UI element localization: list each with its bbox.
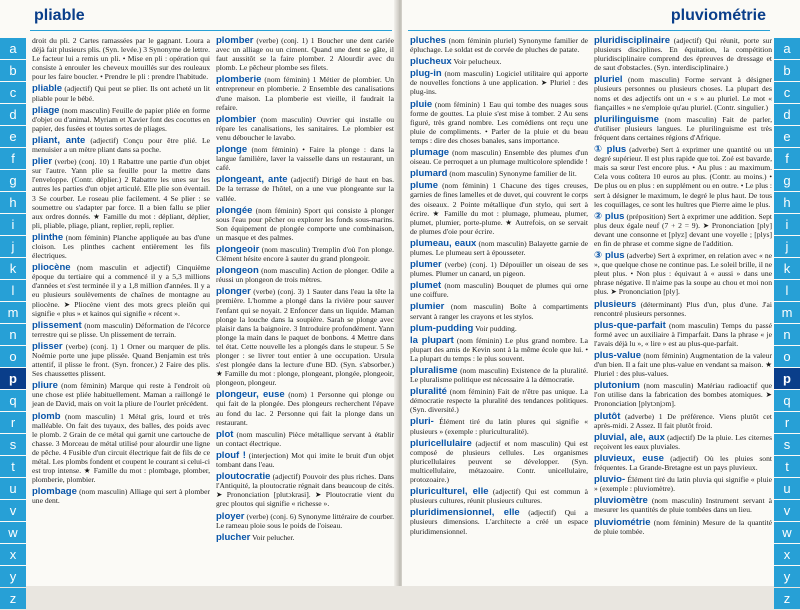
dictionary-entry [32,233,210,260]
tab-letter-b[interactable]: b [774,60,800,81]
dictionary-entry [410,100,588,145]
entry-definition: (nom masculin) Instrument servant à mesurer les quantités de pluie tombées dans un lieu. [594,496,772,515]
entry-definition: (nom féminin) • Faire la plonge : dans la langue familière, laver la vaisselle dans un restaurant, un café. [216,145,394,173]
dictionary-entry [216,472,394,508]
entry-definition: (adjectif) Qui réunit, porte sur plusieurs disciplines. En équitation, la compétition pluridisciplinaire comprend des épreuves de dressage et de saut d'obstacles. (Syn. interdisciplinaire.) [594,36,772,73]
dictionary-entry [32,381,210,408]
entry-headword: plurilinguisme [594,113,659,125]
tab-letter-t[interactable]: t [0,456,26,477]
entry-headword: plusieurs [594,298,637,310]
entry-headword: pluvio- [594,474,626,486]
entry-definition: (nom masculin) Balayette garnie de plumes. Le plumeau sert à épousseter. [410,238,588,257]
dictionary-entry [594,145,772,209]
entry-headword: plombier [216,113,257,125]
entry-definition: (nom féminin) Marque qui reste à l'endroit où une chose est pliée habituellement. Maman a raillongé le jean de David, mais on voit la pliure de l'ourlet précédent. [32,381,210,409]
entry-definition: (déterminant) Plus d'un, plus d'une. J'ai rencontré plusieurs personnes. [594,299,772,318]
entry-headword: plonge [216,144,248,156]
tab-letter-p[interactable]: p [774,368,800,389]
entry-headword: plongée [216,204,253,216]
dictionary-entry [216,430,394,448]
entry-definition: (nom masculin) Fait de parler, d'utiliser plusieurs langues. Le plurilinguisme est très fréquent dans certaines régions d'Afrique. [594,114,772,142]
dictionary-entry [410,439,588,484]
entry-definition: (nom masculin) Tremplin d'où l'on plonge. Clément hésite encore à sauter du grand plongeoir. [216,244,394,264]
dictionary-entry [594,518,772,536]
entry-headword: plomber [216,35,254,46]
entry-headword: plongeur, euse [216,389,285,401]
entry-headword: plongeon [216,265,259,277]
dictionary-entry [410,324,588,333]
entry-definition: (adjectif) Qui est commun à plusieurs cultures, réunit plusieurs cultures. [410,487,588,506]
tab-letter-e[interactable]: e [0,126,26,147]
dictionary-entry [32,321,210,339]
dictionary-entry [216,115,394,142]
tab-letter-e[interactable]: e [774,126,800,147]
dictionary-entry [410,281,588,299]
entry-headword: plucher [216,531,251,543]
tab-letter-l[interactable]: l [0,280,26,301]
entry-definition: Voir pelucheux. [453,57,502,67]
tab-letter-z[interactable]: z [0,588,26,609]
tab-letter-o[interactable]: o [774,346,800,367]
tab-letter-g[interactable]: g [0,170,26,191]
tab-letter-c[interactable]: c [0,82,26,103]
dictionary-entry [410,487,588,505]
tab-letter-o[interactable]: o [0,346,26,367]
entry-definition: (adjectif) Qui a plusieurs dimensions. L'architecte a créé un espace pluridimensionnel. [410,508,588,536]
entry-definition: (adjectif) De la pluie. Les citernes reçoivent les eaux pluviales. [594,432,772,451]
dictionary-entry [216,533,394,542]
entry-headword: pliocène [32,262,71,274]
entry-headword: plucheux [410,56,452,68]
entry-definition: (nom masculin) Déformation de l'écorce terrestre qui se plisse. Un plissement de terrain. [32,320,210,339]
entry-headword: ① plus [594,144,627,156]
dictionary-entry [32,412,210,485]
entry-headword: plot [216,428,234,440]
tab-letter-v[interactable]: v [774,500,800,521]
entry-headword: pliant, ante [32,134,86,146]
entry-headword: ② plus [594,210,625,222]
dictionary-entry [410,36,588,54]
entry-headword: ploutocratie [216,471,271,483]
entry-definition: (nom masculin) Bouquet de plumes qui orne une coiffure. [410,281,588,300]
tab-letter-n[interactable]: n [0,324,26,345]
tab-letter-r[interactable]: r [0,412,26,433]
entry-headword: ③ plus [594,250,625,262]
dictionary-entry [594,75,772,111]
dictionary-entry [410,148,588,166]
dictionary-entry [216,175,394,202]
dictionary-entry [216,145,394,172]
entry-headword: la plupart [410,334,454,346]
entry-headword: plongeoir [216,243,260,255]
entry-definition: (nom masculin) Forme servant à désigner plusieurs personnes ou plusieurs choses. La plupart des noms et des adjectifs ont un « s » au pluriel. Le mot « fiançailles » ne s'emploie qu'au pluriel. (Contr. singulier.) [594,75,772,112]
entry-headword: plumard [410,168,448,180]
tab-letter-a[interactable]: a [0,38,26,59]
tab-letter-i[interactable]: i [774,214,800,235]
entry-definition: (nom féminin) Sport qui consiste à plonger sous l'eau pour pêcher ou explorer les fonds sous-marins. Son équipement de plongée comporte une combinaison, un masque et des palmes. [216,205,394,242]
entry-definition: (adjectif) Pouvoir des plus riches. Dans l'Antiquité, la ploutocratie régnait dans beaucoup de cités. ➤ Prononciation [plutɔkrasi]. ➤ Ploutocratie vient du grec ploutos qui signifie « richesse ». [216,472,394,509]
tab-letter-v[interactable]: v [0,500,26,521]
left-column-2 [216,36,394,582]
dictionary-entry [410,387,588,414]
entry-headword: plum-pudding [410,322,474,334]
entry-headword: plinthe [32,231,64,243]
entry-definition: (nom masculin) Logiciel utilitaire qui apporte de nouvelles fonctions à une application. ➤ Pluriel : des plug-ins. [410,69,588,97]
dictionary-entry [410,302,588,320]
entry-definition: (nom féminin) Augmentation de la valeur d'un bien. Il a fait une plus-value en vendant sa maison. ★ Pluriel : des plus-values. [594,351,772,379]
right-running-head: pluviométrie [670,7,766,24]
dictionary-entry [410,417,588,435]
tab-letter-u[interactable]: u [0,478,26,499]
tab-letter-j[interactable]: j [0,236,26,257]
entry-definition: (nom masculin) Alliage qui sert à plomber une dent. [32,487,210,506]
entry-definition: Voir pudding. [475,323,517,333]
entry-headword: pliage [32,104,60,116]
entry-definition: (nom) 1 Personne qui plonge ou qui fait de la plongée. Des plongeurs recherchent l'épave au fond du lac. 2 Personne qui fait la plonge dans un restaurant. [216,390,394,427]
entry-headword: plier [32,156,53,168]
entry-headword: plouf ! [216,449,246,461]
dictionary-entry [594,412,772,430]
entry-headword: plumeau, eaux [410,237,477,249]
dictionary-entry [216,75,394,111]
tab-letter-h[interactable]: h [0,192,26,213]
tab-letter-l[interactable]: l [774,280,800,301]
entry-definition: (verbe) (conj. 1) 1 Boucher une dent cariée avec un alliage ou un ciment. Quand une dent se gâte, il faut aussitôt se la faire plomber. 2 Alourdir avec du plomb. Le pêcheur plombe ses filets. [216,36,394,73]
tab-letter-d[interactable]: d [0,104,26,125]
dictionary-entry [410,57,588,66]
entry-headword: pluriculturel, elle [410,486,489,498]
entry-headword: plumet [410,280,442,292]
dictionary-entry [594,433,772,451]
tab-letter-t[interactable]: t [774,456,800,477]
entry-definition: (verbe) (conj. 3) 1 Sauter dans l'eau la tête la première. L'homme a plongé dans la rivière pour sauver l'enfant qui se noyait. 2 Enfoncer dans un liquide. Maman plonge la louche dans la soupière. Sarah se plonge avec plaisir dans la baignoire. 3 Introduire profondément. Yann plonge la main dans le paquet de bonbons. 4 Mettre dans tel état. Cette nouvelle les a plongés dans le stupeur. 5 Se plonger : se livrer tout entier à une occupation. Ursula s'est plongée dans la lecture d'une BD. (Syn. s'absorber.) ★ Famille du mot : plonge, plongeant, plongée, plongeoir, plongeon, plongeur. [216,287,394,388]
entry-definition: (nom masculin) Action de plonger. Odile a réussi un plongeon de trois mètres. [216,266,394,285]
entry-definition: (nom masculin) Ensemble des plumes d'un oiseau. Ce perroquet a un plumage multicolore splendide ! [410,148,588,167]
dictionary-entry [594,475,772,493]
dictionary-entry [32,342,210,378]
entry-definition: (nom féminin) Fait de n'être pas unique. La démocratie respecte la pluralité des tendances politiques. (Syn. diversité.) [410,387,588,415]
entry-headword: pluricellulaire [410,437,472,449]
entry-definition: (adverbe) Sert à exprimer, en relation avec « ne », que quelque chose ne continue pas. Le soleil brille, il ne pleut plus. • Non plus : équivaut à « aussi » dans une phrase négative. Il n'aime pas la soupe au chou et moi non plus. ➤ Prononciation [ply]. [594,251,772,297]
dictionary-entry [216,266,394,284]
entry-headword: plumer [410,259,442,271]
tab-letter-w[interactable]: w [774,522,800,543]
entry-headword: plomb [32,410,61,422]
right-page [402,0,800,606]
entry-headword: plutôt [594,410,621,422]
entry-headword: pluralisme [410,365,458,376]
dictionary-entry [410,366,588,384]
entry-definition: (nom féminin) Le plus grand nombre. La plupart des amis de Kevin sont à la même école que lui. • La plupart du temps : le plus souvent. [410,335,588,363]
right-column-2 [594,36,772,582]
dictionary-entry [410,169,588,178]
entry-definition: (verbe) (conj. 1) Dépouiller un oiseau de ses plumes. Plumer un canard, un pigeon. [410,260,589,279]
entry-definition: (nom masculin) Temps du passé formé avec un auxiliaire à l'imparfait. Dans la phrase « je l'avais déjà lu », « lire » est au plus-que-parfait. [594,320,772,348]
dictionary-entry [410,508,588,535]
tab-letter-q[interactable]: q [0,390,26,411]
entry-definition: (nom masculin) Ouvrier qui installe ou répare les canalisations, les sanitaires. Le plombier est venu déboucher le lavabo. [216,114,394,142]
entry-headword: pluridisciplinaire [594,35,671,46]
entry-headword: plongeant, ante [216,174,288,186]
entry-headword: pluri- [410,416,434,428]
entry-headword: plus-value [594,350,641,361]
dictionary-entry [216,390,394,426]
dictionary-entry [32,136,210,154]
entry-definition: (nom féminin pluriel) Synonyme familier de épluchage. Le soldat est de corvée de pluches de patate. [410,36,588,55]
tab-letter-p[interactable]: p [0,368,26,389]
dictionary-entry [594,115,772,142]
tab-letter-m[interactable]: m [774,302,800,323]
left-column-1 [32,36,210,582]
entry-headword: plissement [32,319,82,331]
entry-headword: plug-in [410,68,442,80]
tab-letter-f[interactable]: f [774,148,800,169]
entry-headword: pluridimensionnel, elle [410,507,520,519]
entry-headword: pluviométrie [594,516,651,528]
tab-letter-k[interactable]: k [774,258,800,279]
dictionary-entry [594,496,772,514]
dictionary-entry [32,157,210,230]
dictionary-entry [594,321,772,348]
dictionary-entry [594,351,772,378]
entry-headword: plisser [32,340,63,352]
entry-definition: (nom masculin) Boîte à compartiments servant à ranger les crayons et les stylos. [410,302,588,321]
entry-headword: pluie [410,98,433,110]
right-header-rule [408,30,770,31]
tab-letter-g[interactable]: g [774,170,800,191]
entry-definition: Élément tiré du latin plures qui signifie « plusieurs » (exemple : pluriculturalité). [410,417,589,436]
entry-definition: Élément tiré du latin pluvia qui signifie « pluie » (exemple : pluviomètre). [594,475,772,494]
tab-letter-q[interactable]: q [774,390,800,411]
left-alphabet-tabs [0,38,26,610]
entry-definition: (nom masculin) Synonyme familier de lit. [449,169,577,179]
entry-headword: pluches [410,35,446,46]
tab-letter-c[interactable]: c [774,82,800,103]
entry-definition: droit du pli. 2 Cartes ramassées par le gagnant. Loura a déjà fait plusieurs plis. (Syn. levée.) 3 Synonyme de lettre. Le facteur lui a remis un pli. • Mise en pli : opération qui consiste à enrouler les cheveux mouillés sur des rouleaux pour les faire boucler. • Prendre le pli : prendre l'habitude. [32,36,210,82]
entry-definition: (nom masculin) Feuille de papier pliée en forme d'objet ou d'animal. Myriam et Xavier font des cocottes en papier, des fusées et toutes sortes de pliages. [32,105,210,133]
dictionary-entry [216,206,394,242]
right-column-1 [410,36,588,582]
dictionary-entry [32,487,210,505]
entry-headword: pluralité [410,386,447,398]
entry-definition: (adjectif et nom masculin) Qui est composé de plusieurs cellules. Les organismes pluricellulaires peuvent se développer. (Syn. multicellulaire, métazoaire. Contr. unicellulaire, protozoaire.) [410,438,588,485]
tab-letter-j[interactable]: j [774,236,800,257]
entry-headword: ployer [216,510,245,522]
dictionary-entry [216,512,394,530]
tab-letter-x[interactable]: x [0,544,26,565]
right-alphabet-tabs [774,38,800,610]
dictionary-entry [32,263,210,318]
tab-letter-s[interactable]: s [774,434,800,455]
tab-letter-m[interactable]: m [0,302,26,323]
tab-letter-n[interactable]: n [774,324,800,345]
tab-letter-h[interactable]: h [774,192,800,213]
entry-definition: (verbe) (conj. 1) 1 Orner ou marquer de plis. Noémie porte une jupe plissée. Quand Benjamin est très attentif, il plisse le front. (Syn. froncer.) 2 Faire des plis. Ses chaussettes plissent. [32,341,211,379]
tab-letter-b[interactable]: b [0,60,26,81]
entry-headword: plombage [32,486,77,498]
entry-headword: pliable [32,83,63,95]
entry-definition: (adjectif) Où les pluies sont fréquentes. La Grande-Bretagne est un pays pluvieux. [594,453,772,473]
entry-definition: (nom féminin) Mesure de la quantité de pluie tombée. [594,517,772,536]
entry-headword: pluviomètre [594,495,648,507]
dictionary-entry [410,239,588,257]
entry-definition: (adverbe) 1 De préférence. Viens plutôt cet après-midi. 2 Assez. Il fait plutôt froid. [594,411,772,430]
entry-headword: plume [410,180,438,192]
tab-letter-i[interactable]: i [0,214,26,235]
entry-definition: (nom féminin) 1 Métier de plombier. Un entrepreneur en plomberie. 2 Ensemble des canalisations d'une maison. La plomberie est vieille, il faudrait la refaire. [216,75,395,112]
tab-letter-k[interactable]: k [0,258,26,279]
entry-definition: (nom masculin) 1 Métal gris, lourd et très malléable. On fait des tuyaux, des balles, des poids avec le plomb. 2 Grain de ce métal qui garnit une cartouche de chasse. 3 Morceau de métal utilisé pour alourdir une ligne de pêche. 4 Fusible d'un circuit électrique fait de fils de ce métal. Les plombs fondent et coupent le courant si celui-ci est trop intense. ★ Famille du mot : plombage, plomber, plomberie, plombier. [32,411,210,485]
dictionary-entry [594,381,772,408]
left-running-head: pliable [34,7,85,24]
dictionary-entry [410,69,588,96]
entry-headword: pluvieux, euse [594,452,664,464]
dictionary-entry [594,251,772,296]
dictionary-entry [216,451,394,469]
entry-headword: plomberie [216,74,262,86]
entry-definition: (nom féminin) 1 Chacune des tiges creuses, garnies de fines lamelles et de duvet, qui couvrent le corps des oiseaux. 2 Pointe métallique d'un stylo, qui sert à écrire. ★ Famille du mot : plumage, plumeau, plumer, plumet, plumier, porte-plume. ★ Autrefois, on se servait de plumes d'oie pour écrire. [410,181,588,236]
entry-headword: pliure [32,380,58,392]
entry-definition: (nom masculin) Existence de la pluralité. Le pluralisme politique est nécessaire à la démocratie. [410,366,588,385]
entry-definition: (adjectif) Conçu pour être plié. Le menuisier a un mètre pliant dans sa poche. [32,135,210,155]
entry-definition: Voir pelucher. [252,532,295,542]
entry-definition: (nom masculin et adjectif) Cinquième époque du tertiaire qui a commencé il y a 5,3 millions d'années et s'est terminée il y a 1,8 million d'années. Il y a eu plusieurs soulèvements de chaînes de montagne au pliocène. ➤ Pliocène vient des mots grecs pleiôn qui signifie « plus » et kainos qui signifie « récent ». [32,263,210,318]
tab-letter-x[interactable]: x [774,544,800,565]
dictionary-entry [216,245,394,263]
dictionary-entry [216,36,394,72]
tab-letter-a[interactable]: a [774,38,800,59]
entry-definition: (nom féminin) 1 Eau qui tombe des nuages sous forme de gouttes. La pluie s'est mise à tomber. 2 Au sens figuré, très grand nombre. Les comédiens ont reçu une pluie de compliments. • Parler de la pluie et du beau temps : dire des choses banales, sans importance. [410,99,588,145]
dictionary-entry [594,212,772,248]
dictionary-entry [410,181,588,236]
entry-definition: (nom féminin) Planche appliquée au bas d'une cloison. Les plinthes cachent entièrement les fils électriques. [32,232,210,261]
tab-letter-f[interactable]: f [0,148,26,169]
tab-letter-u[interactable]: u [774,478,800,499]
dictionary-entry [594,36,772,72]
entry-definition: (adjectif) Dirigé de haut en bas. De la terrasse de l'hôtel, on a une vue plongeante sur la vallée. [216,175,394,203]
tab-letter-s[interactable]: s [0,434,26,455]
entry-definition: (interjection) Mot qui imite le bruit d'un objet tombant dans l'eau. [216,450,394,470]
entry-headword: pluvial, ale, aux [594,431,665,443]
entry-definition: (adverbe) Sert à exprimer une quantité ou un degré supérieur. Il est plus rapide que toi. Zoé est bavarde, mais sa sœur l'est encore plus. • Au plus : au maximum. Cela vous coûtera 10 euros au plus. (Contr. au moins.) • De plus ou en plus : en supplément ou en outre. • Le plus : sert à désigner le maximum, le degré le plus haut. De tous les coquillages, ce sont les huîtres que Pierre aime le plus. [594,145,772,209]
tab-letter-y[interactable]: y [0,566,26,587]
tab-letter-z[interactable]: z [774,588,800,609]
dictionary-entry [410,260,588,278]
dictionary-entry [216,287,394,387]
left-header-rule [30,30,392,31]
entry-definition: (préposition) Sert à exprimer une addition. Sept plus deux égale neuf (7 + 2 = 9). ➤ Prononciation [ply] devant une consonne et [plyz] devant une voyelle ; [plys] en fin de phrase et comme signe de l'addition. [594,211,772,248]
entry-definition: (nom masculin) Pièce métallique servant à établir un contact électrique. [216,429,394,448]
dictionary-entry [32,106,210,133]
tab-letter-r[interactable]: r [774,412,800,433]
tab-letter-d[interactable]: d [774,104,800,125]
entry-definition: (nom masculin) Matériau radioactif que l'on utilise dans la fabrication des bombes atomiques. ➤ Prononciation [plytɔnjɔm]. [594,381,772,409]
tab-letter-w[interactable]: w [0,522,26,543]
dictionary-entry [594,300,772,318]
entry-headword: plonger [216,286,251,298]
dictionary-entry [410,336,588,363]
entry-headword: plutonium [594,380,640,392]
entry-headword: plus-que-parfait [594,319,666,331]
entry-headword: plumier [410,301,445,313]
entry-headword: pluriel [594,74,623,86]
entry-headword: plumage [410,147,450,159]
dictionary-entry [594,454,772,472]
dictionary-entry [32,36,210,81]
dictionary-entry [32,84,210,102]
entry-definition: (verbe) (conj. 10) 1 Rabattre une partie d'un objet sur l'autre. Yann plie sa feuille pour la mettre dans l'enveloppe. (Contr. déplier.) 2 Rabattre les unes sur les autres les parties d'un objet articulé. Elle plie son éventail. 3 Se courber. Le roseau plie facilement. 4 Se plier : se soumettre ou s'adapter par force. Il a bien fallu se plier aux ordres donnés. ★ Famille du mot : dépliant, déplier, pli, pliable, pliage, pliant, replier, repli, replier. [32,157,210,230]
entry-definition: (adjectif) Qui peut se plier. Ils ont acheté un lit pliable pour le bébé. [32,84,210,103]
entry-definition: (verbe) (conj. 6) Synonyme littéraire de courber. Le rameau ploie sous le poids de l'oiseau. [216,511,394,530]
tab-letter-y[interactable]: y [774,566,800,587]
left-page [0,0,398,606]
